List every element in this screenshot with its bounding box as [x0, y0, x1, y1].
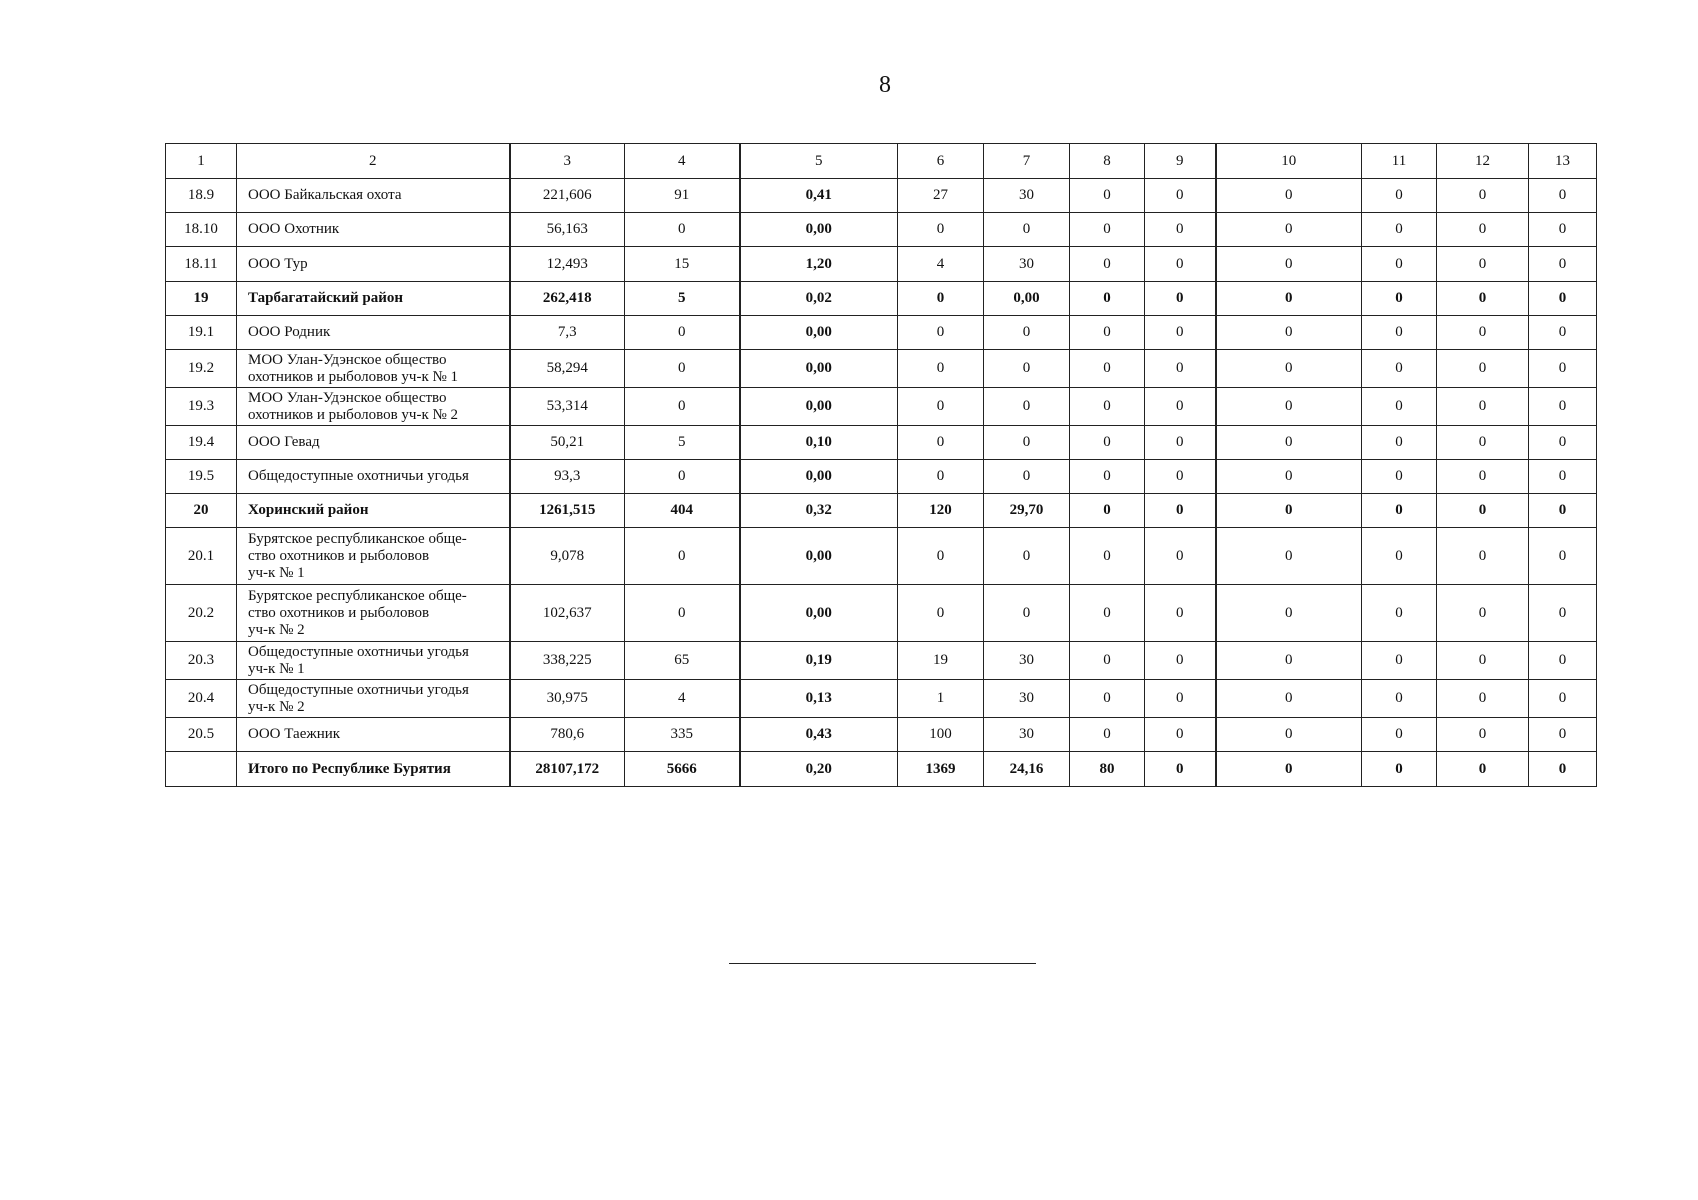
cell-density: 0,19	[740, 642, 898, 680]
cell-c10: 0	[1216, 388, 1362, 426]
cell-c6: 120	[898, 494, 984, 528]
cell-name: 2	[237, 144, 510, 179]
cell-c12: 0	[1437, 680, 1529, 718]
cell-c11: 0	[1362, 247, 1437, 282]
cell-c10: 0	[1216, 179, 1362, 213]
cell-num: 19.3	[166, 388, 237, 426]
cell-c11: 0	[1362, 179, 1437, 213]
cell-c10: 0	[1216, 585, 1362, 642]
cell-c9: 0	[1145, 680, 1216, 718]
cell-c10: 0	[1216, 426, 1362, 460]
cell-c10: 0	[1216, 282, 1362, 316]
cell-num	[166, 752, 237, 787]
cell-c9: 0	[1145, 350, 1216, 388]
cell-c8: 0	[1070, 388, 1145, 426]
cell-c13: 0	[1529, 426, 1597, 460]
cell-count: 0	[625, 350, 740, 388]
cell-c6: 0	[898, 316, 984, 350]
table-row	[166, 179, 1597, 213]
cell-c11: 0	[1362, 718, 1437, 752]
cell-name: ООО Охотник	[237, 213, 510, 247]
cell-c6: 0	[898, 388, 984, 426]
cell-num: 19.2	[166, 350, 237, 388]
cell-density: 0,00	[740, 528, 898, 585]
cell-c11: 0	[1362, 213, 1437, 247]
cell-c10: 0	[1216, 316, 1362, 350]
table-row	[166, 426, 1597, 460]
cell-c6: 4	[898, 247, 984, 282]
cell-c8: 0	[1070, 642, 1145, 680]
cell-c7: 30	[984, 247, 1070, 282]
cell-c7: 30	[984, 718, 1070, 752]
cell-c8: 0	[1070, 460, 1145, 494]
cell-density: 0,02	[740, 282, 898, 316]
cell-c8: 0	[1070, 350, 1145, 388]
cell-c13: 13	[1529, 144, 1597, 179]
cell-c9: 0	[1145, 752, 1216, 787]
cell-c6: 0	[898, 426, 984, 460]
cell-c10: 0	[1216, 213, 1362, 247]
cell-name: ООО Байкальская охота	[237, 179, 510, 213]
cell-c13: 0	[1529, 752, 1597, 787]
cell-area: 53,314	[510, 388, 625, 426]
cell-c7: 0	[984, 213, 1070, 247]
cell-c12: 0	[1437, 585, 1529, 642]
table-row	[166, 350, 1597, 388]
cell-density: 0,00	[740, 585, 898, 642]
cell-c13: 0	[1529, 680, 1597, 718]
cell-c7: 0	[984, 585, 1070, 642]
cell-density: 0,20	[740, 752, 898, 787]
cell-c8: 0	[1070, 528, 1145, 585]
cell-c11: 0	[1362, 680, 1437, 718]
cell-c9: 0	[1145, 494, 1216, 528]
cell-num: 18.10	[166, 213, 237, 247]
cell-c9: 0	[1145, 528, 1216, 585]
cell-c9: 0	[1145, 179, 1216, 213]
cell-c11: 0	[1362, 460, 1437, 494]
cell-c9: 0	[1145, 282, 1216, 316]
cell-density: 0,13	[740, 680, 898, 718]
cell-c10: 0	[1216, 718, 1362, 752]
cell-c13: 0	[1529, 316, 1597, 350]
cell-name: Итого по Республике Бурятия	[237, 752, 510, 787]
cell-c7: 0	[984, 388, 1070, 426]
cell-c10: 0	[1216, 680, 1362, 718]
cell-c9: 0	[1145, 585, 1216, 642]
cell-c6: 0	[898, 528, 984, 585]
cell-c12: 0	[1437, 426, 1529, 460]
cell-c11: 0	[1362, 528, 1437, 585]
cell-c13: 0	[1529, 528, 1597, 585]
cell-density: 0,10	[740, 426, 898, 460]
cell-name: Общедоступные охотничьи угодья	[237, 460, 510, 494]
cell-density: 0,43	[740, 718, 898, 752]
cell-count: 5	[625, 426, 740, 460]
cell-c13: 0	[1529, 179, 1597, 213]
end-rule	[729, 963, 1036, 964]
cell-c8: 8	[1070, 144, 1145, 179]
cell-c9: 0	[1145, 642, 1216, 680]
table-row	[166, 718, 1597, 752]
table-row	[166, 642, 1597, 680]
table-row	[166, 213, 1597, 247]
cell-name: МОО Улан-Удэнское общество охотников и рыболовов уч-к № 2	[237, 388, 510, 426]
cell-count: 91	[625, 179, 740, 213]
cell-c10: 0	[1216, 752, 1362, 787]
cell-c9: 0	[1145, 213, 1216, 247]
cell-name: Хоринский район	[237, 494, 510, 528]
cell-c10: 0	[1216, 494, 1362, 528]
cell-c6: 27	[898, 179, 984, 213]
table-row	[166, 388, 1597, 426]
cell-c10: 10	[1216, 144, 1362, 179]
cell-c6: 0	[898, 585, 984, 642]
cell-count: 5	[625, 282, 740, 316]
cell-c13: 0	[1529, 350, 1597, 388]
cell-area: 28107,172	[510, 752, 625, 787]
cell-name: Тарбагатайский район	[237, 282, 510, 316]
cell-c12: 0	[1437, 718, 1529, 752]
cell-c10: 0	[1216, 350, 1362, 388]
cell-c7: 0,00	[984, 282, 1070, 316]
cell-c13: 0	[1529, 494, 1597, 528]
cell-density: 0,00	[740, 388, 898, 426]
cell-c9: 0	[1145, 718, 1216, 752]
cell-c9: 0	[1145, 247, 1216, 282]
cell-c9: 0	[1145, 316, 1216, 350]
cell-count: 0	[625, 585, 740, 642]
cell-density: 0,00	[740, 213, 898, 247]
table-row	[166, 752, 1597, 787]
cell-c6: 19	[898, 642, 984, 680]
cell-c12: 0	[1437, 179, 1529, 213]
cell-c11: 0	[1362, 316, 1437, 350]
cell-c6: 1369	[898, 752, 984, 787]
cell-area: 58,294	[510, 350, 625, 388]
cell-num: 18.9	[166, 179, 237, 213]
cell-c8: 0	[1070, 179, 1145, 213]
cell-c7: 30	[984, 642, 1070, 680]
cell-c13: 0	[1529, 388, 1597, 426]
cell-density: 0,00	[740, 350, 898, 388]
cell-c12: 0	[1437, 388, 1529, 426]
cell-c13: 0	[1529, 247, 1597, 282]
cell-c8: 0	[1070, 718, 1145, 752]
cell-num: 19	[166, 282, 237, 316]
cell-c8: 0	[1070, 680, 1145, 718]
cell-name: ООО Тур	[237, 247, 510, 282]
cell-count: 0	[625, 388, 740, 426]
cell-c11: 0	[1362, 426, 1437, 460]
cell-count: 404	[625, 494, 740, 528]
cell-c12: 0	[1437, 247, 1529, 282]
cell-area: 12,493	[510, 247, 625, 282]
cell-count: 5666	[625, 752, 740, 787]
cell-c8: 80	[1070, 752, 1145, 787]
cell-c11: 0	[1362, 282, 1437, 316]
cell-c6: 0	[898, 213, 984, 247]
cell-c13: 0	[1529, 718, 1597, 752]
cell-name: ООО Родник	[237, 316, 510, 350]
cell-area: 30,975	[510, 680, 625, 718]
cell-c11: 0	[1362, 642, 1437, 680]
cell-area: 9,078	[510, 528, 625, 585]
table-row	[166, 680, 1597, 718]
cell-density: 0,41	[740, 179, 898, 213]
table-row	[166, 494, 1597, 528]
cell-c12: 0	[1437, 752, 1529, 787]
cell-c7: 0	[984, 426, 1070, 460]
cell-num: 20.2	[166, 585, 237, 642]
cell-num: 20.3	[166, 642, 237, 680]
cell-c10: 0	[1216, 642, 1362, 680]
table-row	[166, 282, 1597, 316]
cell-num: 20.5	[166, 718, 237, 752]
cell-c7: 0	[984, 316, 1070, 350]
cell-name: МОО Улан-Удэнское общество охотников и рыболовов уч-к № 1	[237, 350, 510, 388]
cell-c6: 0	[898, 460, 984, 494]
cell-c12: 0	[1437, 642, 1529, 680]
cell-c8: 0	[1070, 316, 1145, 350]
cell-c7: 0	[984, 460, 1070, 494]
cell-c12: 12	[1437, 144, 1529, 179]
cell-num: 19.1	[166, 316, 237, 350]
page-number: 8	[879, 72, 891, 98]
cell-num: 19.4	[166, 426, 237, 460]
cell-c13: 0	[1529, 282, 1597, 316]
cell-c9: 0	[1145, 426, 1216, 460]
cell-c10: 0	[1216, 247, 1362, 282]
table-row	[166, 316, 1597, 350]
cell-c11: 0	[1362, 350, 1437, 388]
cell-c7: 24,16	[984, 752, 1070, 787]
cell-c7: 0	[984, 350, 1070, 388]
cell-num: 20.1	[166, 528, 237, 585]
cell-num: 1	[166, 144, 237, 179]
cell-c11: 0	[1362, 752, 1437, 787]
cell-c6: 0	[898, 350, 984, 388]
table-row	[166, 247, 1597, 282]
cell-count: 65	[625, 642, 740, 680]
cell-c10: 0	[1216, 528, 1362, 585]
cell-name: Общедоступные охотничьи угодья уч-к № 1	[237, 642, 510, 680]
cell-c11: 0	[1362, 585, 1437, 642]
cell-area: 93,3	[510, 460, 625, 494]
cell-c6: 6	[898, 144, 984, 179]
cell-name: ООО Гевад	[237, 426, 510, 460]
cell-c8: 0	[1070, 247, 1145, 282]
cell-num: 19.5	[166, 460, 237, 494]
cell-c6: 1	[898, 680, 984, 718]
cell-area: 338,225	[510, 642, 625, 680]
cell-c12: 0	[1437, 528, 1529, 585]
cell-c13: 0	[1529, 585, 1597, 642]
cell-density: 0,32	[740, 494, 898, 528]
cell-c11: 0	[1362, 494, 1437, 528]
cell-area: 50,21	[510, 426, 625, 460]
cell-count: 0	[625, 316, 740, 350]
cell-c9: 0	[1145, 388, 1216, 426]
cell-area: 221,606	[510, 179, 625, 213]
cell-count: 4	[625, 144, 740, 179]
cell-name: Бурятское республиканское обще- ство охотников и рыболовов уч-к № 1	[237, 528, 510, 585]
cell-area: 56,163	[510, 213, 625, 247]
cell-num: 18.11	[166, 247, 237, 282]
cell-c12: 0	[1437, 460, 1529, 494]
cell-c6: 0	[898, 282, 984, 316]
cell-c8: 0	[1070, 494, 1145, 528]
cell-density: 1,20	[740, 247, 898, 282]
cell-c12: 0	[1437, 350, 1529, 388]
cell-c13: 0	[1529, 213, 1597, 247]
cell-c7: 7	[984, 144, 1070, 179]
cell-count: 0	[625, 528, 740, 585]
cell-c12: 0	[1437, 494, 1529, 528]
cell-c7: 0	[984, 528, 1070, 585]
cell-count: 335	[625, 718, 740, 752]
cell-name: ООО Таежник	[237, 718, 510, 752]
cell-c13: 0	[1529, 460, 1597, 494]
cell-c10: 0	[1216, 460, 1362, 494]
table-row	[166, 460, 1597, 494]
cell-c13: 0	[1529, 642, 1597, 680]
cell-density: 5	[740, 144, 898, 179]
cell-area: 780,6	[510, 718, 625, 752]
cell-count: 0	[625, 213, 740, 247]
cell-density: 0,00	[740, 316, 898, 350]
cell-area: 102,637	[510, 585, 625, 642]
cell-c6: 100	[898, 718, 984, 752]
cell-c9: 0	[1145, 460, 1216, 494]
table-row	[166, 528, 1597, 585]
cell-c12: 0	[1437, 316, 1529, 350]
cell-c7: 29,70	[984, 494, 1070, 528]
cell-area: 7,3	[510, 316, 625, 350]
cell-c7: 30	[984, 680, 1070, 718]
header-row	[166, 144, 1597, 179]
cell-c8: 0	[1070, 282, 1145, 316]
cell-c7: 30	[984, 179, 1070, 213]
table-row	[166, 585, 1597, 642]
cell-c8: 0	[1070, 213, 1145, 247]
cell-c8: 0	[1070, 426, 1145, 460]
cell-area: 1261,515	[510, 494, 625, 528]
cell-density: 0,00	[740, 460, 898, 494]
cell-c12: 0	[1437, 282, 1529, 316]
cell-c12: 0	[1437, 213, 1529, 247]
cell-num: 20	[166, 494, 237, 528]
cell-count: 4	[625, 680, 740, 718]
cell-count: 15	[625, 247, 740, 282]
cell-area: 3	[510, 144, 625, 179]
data-table	[165, 143, 1597, 787]
cell-count: 0	[625, 460, 740, 494]
cell-name: Общедоступные охотничьи угодья уч-к № 2	[237, 680, 510, 718]
cell-c9: 9	[1145, 144, 1216, 179]
cell-area: 262,418	[510, 282, 625, 316]
cell-c8: 0	[1070, 585, 1145, 642]
cell-c11: 0	[1362, 388, 1437, 426]
cell-name: Бурятское республиканское обще- ство охотников и рыболовов уч-к № 2	[237, 585, 510, 642]
cell-num: 20.4	[166, 680, 237, 718]
cell-c11: 11	[1362, 144, 1437, 179]
